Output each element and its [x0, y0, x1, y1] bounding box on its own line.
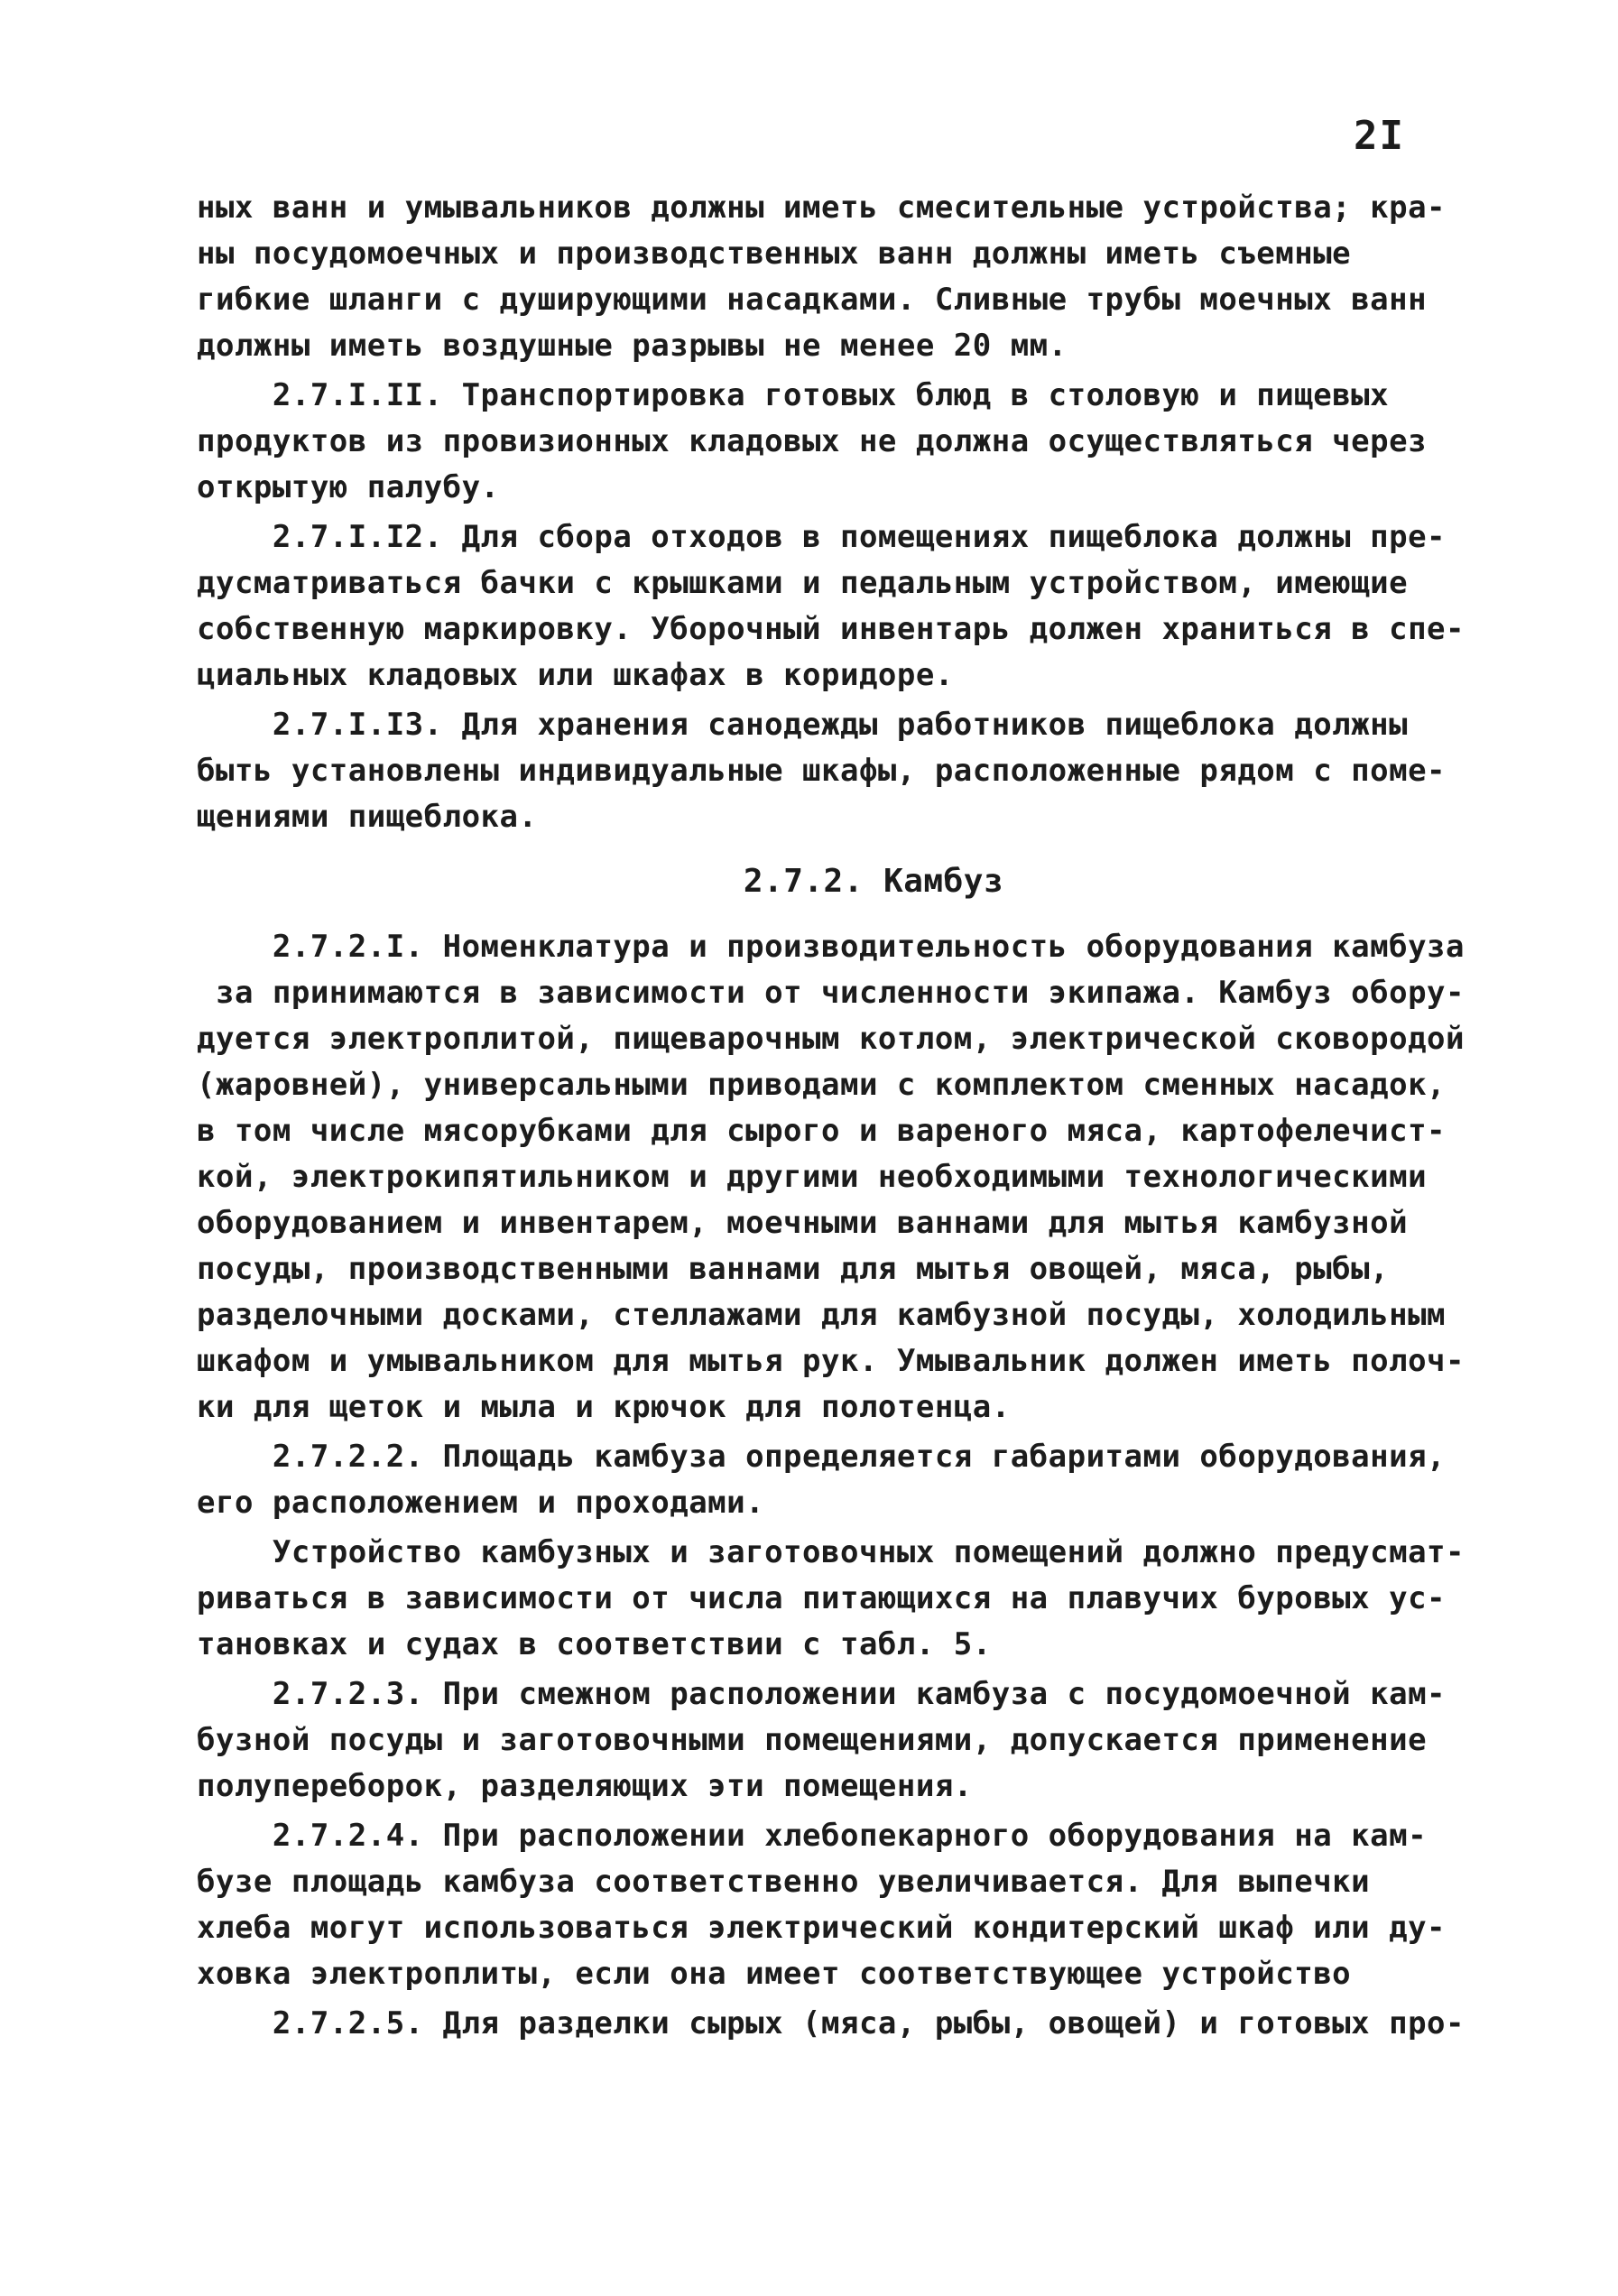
- text-line: бузе площадь камбуза соответственно увеличивается. Для выпечки: [197, 1864, 1371, 1900]
- text-line: тановках и судах в соответствии с табл. 5.: [197, 1626, 992, 1662]
- text-line: 2.7.2.2. Площадь камбуза определяется габаритами оборудования,: [197, 1439, 1447, 1475]
- text-line: щениями пищеблока.: [197, 799, 538, 835]
- text-line: собственную маркировку. Уборочный инвентарь должен храниться в спе-: [197, 611, 1465, 647]
- text-line: 2.7.2.5. Для разделки сырых (мяса, рыбы, овощей) и готовых про-: [197, 2005, 1465, 2041]
- text-line: быть установлены индивидуальные шкафы, расположенные рядом с поме-: [197, 753, 1447, 789]
- text-line: дуется электроплитой, пищеварочным котлом, электрической сковородой: [197, 1021, 1465, 1057]
- text-line: ны посудомоечных и производственных ванн должны иметь съемные: [197, 236, 1352, 272]
- text-line: ховка электроплиты, если она имеет соответствующее устройство: [197, 1956, 1352, 1992]
- paragraph: [197, 924, 1487, 1430]
- paragraph: [197, 373, 1487, 511]
- text-line: хлеба могут использоваться электрический кондитерский шкаф или ду-: [197, 1910, 1447, 1946]
- text-line: (жаровней), универсальными приводами с комплектом сменных насадок,: [197, 1067, 1447, 1103]
- text-line: гибкие шланги с душирующими насадками. Сливные трубы моечных ванн: [197, 282, 1428, 318]
- text-line: риваться в зависимости от числа питающихся на плавучих буровых ус-: [197, 1580, 1447, 1616]
- text-line: 2.7.I.I2. Для сбора отходов в помещениях пищеблока должны пре-: [197, 519, 1447, 555]
- text-line: 2.7.2.4. При расположении хлебопекарного оборудования на кам-: [197, 1818, 1428, 1854]
- text-line: за принимаются в зависимости от численности экипажа. Камбуз обору-: [197, 975, 1465, 1011]
- paragraph: [197, 1671, 1487, 1810]
- paragraph: [197, 1813, 1487, 1997]
- text-line: шкафом и умывальником для мытья рук. Умывальник должен иметь полоч-: [197, 1343, 1465, 1379]
- text-line: открытую палубу.: [197, 469, 500, 505]
- paragraph: [197, 185, 1487, 369]
- text-line: 2.7.I.II. Транспортировка готовых блюд в столовую и пищевых: [197, 377, 1390, 413]
- text-line: 2.7.2.3. При смежном расположении камбуза с посудомоечной кам-: [197, 1676, 1447, 1712]
- text-line: должны иметь воздушные разрывы не менее 20 мм.: [197, 328, 1068, 364]
- text-line: циальных кладовых или шкафах в коридоре.: [197, 657, 954, 693]
- page-number: 2I: [1354, 113, 1405, 159]
- text-line: бузной посуды и заготовочными помещениями, допускается применение: [197, 1722, 1428, 1758]
- text-line: полупереборок, разделяющих эти помещения.: [197, 1768, 973, 1804]
- text-line: посуды, производственными ваннами для мытья овощей, мяса, рыбы,: [197, 1251, 1390, 1287]
- text-line: в том числе мясорубками для сырого и вареного мяса, картофелечист-: [197, 1113, 1447, 1149]
- text-line: ки для щеток и мыла и крючок для полотенца.: [197, 1389, 1011, 1425]
- text-line: оборудованием и инвентарем, моечными ваннами для мытья камбузной: [197, 1205, 1409, 1241]
- text-line: дусматриваться бачки с крышками и педальным устройством, имеющие: [197, 565, 1409, 601]
- paragraph: [197, 1434, 1487, 1526]
- text-line: Устройство камбузных и заготовочных помещений должно предусмат-: [197, 1534, 1465, 1570]
- document-body: [197, 185, 1487, 2051]
- text-line: ных ванн и умывальников должны иметь смесительные устройства; кра-: [197, 190, 1447, 226]
- paragraph: [197, 1530, 1487, 1668]
- paragraph: [197, 514, 1487, 699]
- text-line: кой, электрокипятильником и другими необходимыми технологическими: [197, 1159, 1428, 1195]
- text-line: разделочными досками, стеллажами для камбузной посуды, холодильным: [197, 1297, 1447, 1333]
- paragraph: [197, 702, 1487, 840]
- text-line: 2.7.2.I. Номенклатура и производительность оборудования камбуза: [197, 929, 1465, 965]
- text-line: 2.7.I.I3. Для хранения санодежды работников пищеблока должны: [197, 707, 1409, 743]
- text-line: продуктов из провизионных кладовых не должна осуществляться через: [197, 423, 1428, 459]
- text-line: его расположением и проходами.: [197, 1485, 765, 1521]
- section-heading: 2.7.2. Камбуз: [743, 863, 1004, 900]
- paragraph: [197, 2001, 1487, 2047]
